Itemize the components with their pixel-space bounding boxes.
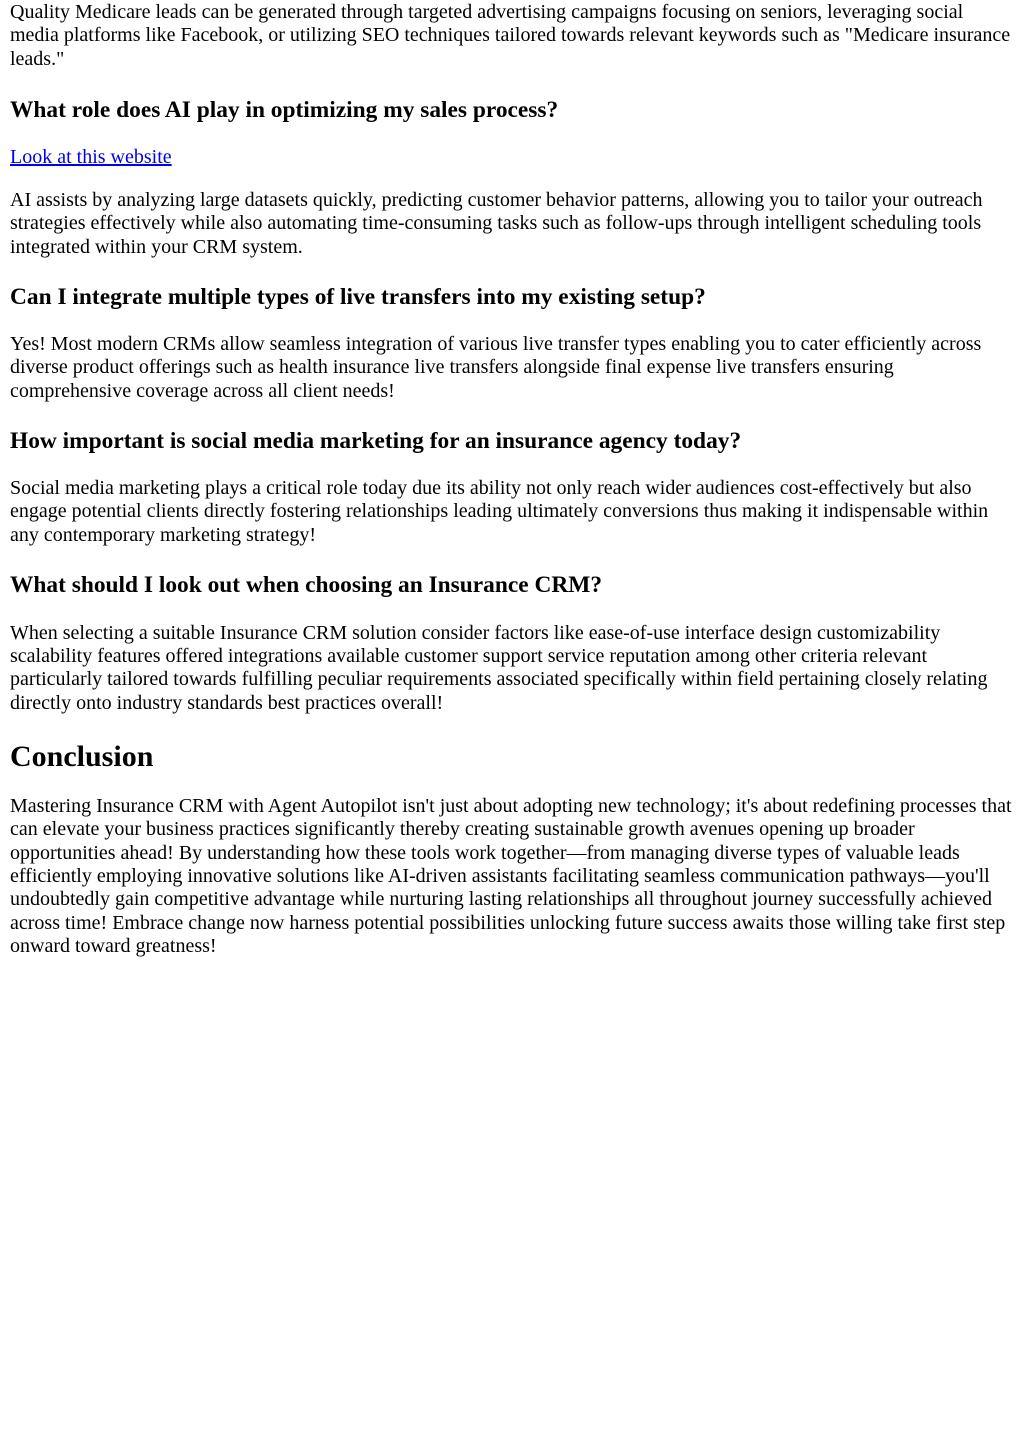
conclusion-paragraph: Mastering Insurance CRM with Agent Autopilot isn't just about adopting new technology; it's about redefining processes that can elevate your business practices significantly thereby creating sustainable growth avenues opening up broader opportunities ahead! By understanding how these tools work together—from managing diverse types of valuable leads efficiently employing innovative solutions like AI-driven assistants facilitating seamless communication pathways—you'll undoubtedly gain competitive advantage while nurturing lasting relationships all throughout journey successfully achieved across time! Embrace change now harness potential possibilities unlocking future success awaits those willing take first step onward toward greatness! xyxy=(10,795,1012,957)
look-at-website-link[interactable]: Look at this website xyxy=(10,145,172,168)
faq-answer-ai-role: AI assists by analyzing large datasets quickly, predicting customer behavior patterns, allowing you to tailor your outreach strategies effectively while also automating time-consuming tasks such as follow-ups through intelligent scheduling tools integrated within your CRM system. xyxy=(10,189,983,258)
faq-question-live-transfers: Can I integrate multiple types of live transfers into my existing setup? xyxy=(10,284,706,311)
faq-question-ai-role: What role does AI play in optimizing my sales process? xyxy=(10,96,559,123)
intro-paragraph: Quality Medicare leads can be generated through targeted advertising campaigns focusing on seniors, leveraging social media platforms like Facebook, or utilizing SEO techniques tailored towards relevant keywords such as "Medicare insurance leads." xyxy=(10,1,1011,70)
website-link-paragraph xyxy=(10,146,1014,169)
faq-answer-live-transfers: Yes! Most modern CRMs allow seamless integration of various live transfer types enabling you to cater efficiently across diverse product offerings such as health insurance live transfers alongside final expense live transfers ensuring comprehensive coverage across all client needs! xyxy=(10,333,982,402)
article-content xyxy=(0,1,1024,958)
conclusion-heading: Conclusion xyxy=(10,740,154,774)
faq-question-social-media: How important is social media marketing for an insurance agency today? xyxy=(10,427,742,454)
faq-answer-social-media: Social media marketing plays a critical role today due its ability not only reach wider audiences cost-effectively but also engage potential clients directly fostering relationships leading ultimately conversions thus making it indispensable within any contemporary marketing strategy! xyxy=(10,476,989,546)
faq-question-choosing-crm: What should I look out when choosing an Insurance CRM? xyxy=(10,571,603,598)
faq-answer-choosing-crm: When selecting a suitable Insurance CRM solution consider factors like ease-of-use interface design customizability scalability features offered integrations available customer support service reputation among other criteria relevant particularly tailored towards fulfilling peculiar requirements associated specifically within field pertaining closely relating directly onto industry standards best practices overall! xyxy=(10,621,988,714)
